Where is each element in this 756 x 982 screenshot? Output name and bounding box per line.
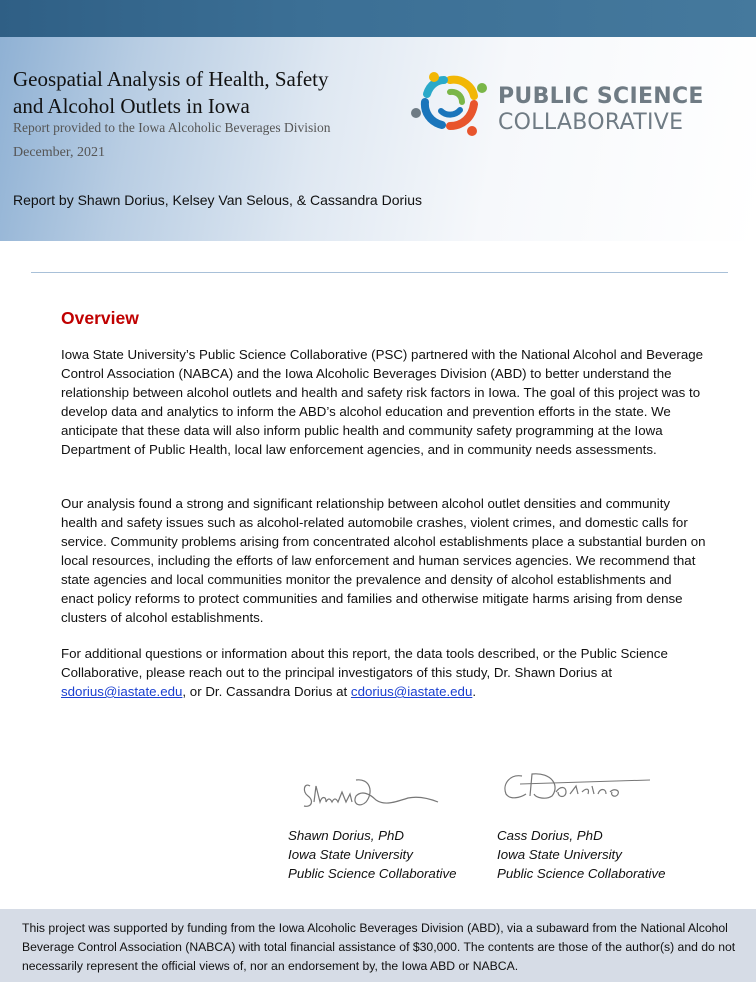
overview-paragraph-2: Our analysis found a strong and significant relationship between alcohol outlet densities and community health and safety issues such as alcohol-related automobile crashes, violent crimes, and domestic calls for service. Community problems arising from concentrated alcohol establishments place a substantial burden on local resources, including the efforts of law enforcement and human services agencies. We recommend that state agencies and local communities monitor the prevalence and density of alcohol establishments and enact policy reforms to protect communities and families and otherwise mitigate harms arising from dense clusters of alcohol establishments.	[61, 496, 706, 625]
report-subtitle: Report provided to the Iowa Alcoholic Beverages Division	[13, 120, 331, 135]
email-link-sdorius[interactable]: sdorius@iastate.edu	[61, 684, 183, 699]
report-title: Geospatial Analysis of Health, Safety and Alcohol Outlets in Iowa	[13, 67, 329, 118]
funding-footer	[0, 909, 756, 982]
overview-paragraph-3	[61, 644, 706, 701]
overview-paragraph-1: Iowa State University’s Public Science Collaborative (PSC) partnered with the National Alcohol and Beverage Control Association (NABCA) and the Iowa Alcoholic Beverages Division (ABD) to better understand the relationship between alcohol outlets and health and safety risk factors in Iowa. The goal of this project was to develop data and analytics to inform the ABD’s alcohol education and prevention efforts in the state. We anticipate that these data will also inform public health and community safety programming at the Iowa Department of Public Health, local law enforcement agencies, and in community needs assessments.	[61, 347, 704, 457]
overview-heading: Overview	[61, 308, 139, 328]
report-date: December, 2021	[13, 145, 105, 160]
public-science-collaborative-logo-icon	[410, 68, 490, 138]
signatory-org: Iowa State University	[497, 847, 622, 862]
signature-shawn-dorius	[300, 772, 445, 814]
email-link-cdorius[interactable]: cdorius@iastate.edu	[350, 684, 473, 699]
signature-block-shawn	[288, 826, 457, 883]
top-banner-bar	[0, 0, 756, 37]
report-authors: Report by Shawn Dorius, Kelsey Van Selous, & Cassandra Dorius	[13, 192, 423, 208]
divider	[31, 272, 728, 273]
contact-text-part2: , or Dr. Cassandra Dorius at	[182, 684, 351, 699]
signatory-name: Cass Dorius, PhD	[497, 828, 603, 843]
signatory-name: Shawn Dorius, PhD	[288, 828, 405, 843]
logo-text-line1: PUBLIC SCIENCE	[498, 84, 704, 109]
contact-text-part3: .	[472, 684, 477, 699]
signatory-org: Iowa State University	[288, 847, 413, 862]
logo-text-line2: COLLABORATIVE	[498, 110, 684, 135]
signature-cass-dorius	[500, 766, 660, 806]
contact-text-part1: For additional questions or information about this report, the data tools described, or the Public Science Collaborative, please reach out to the principal investigators of this study, Dr. Shawn Dorius at	[61, 646, 668, 680]
signatory-unit: Public Science Collaborative	[288, 866, 457, 881]
signatory-unit: Public Science Collaborative	[497, 866, 666, 881]
funding-statement: This project was supported by funding from the Iowa Alcoholic Beverages Division (ABD), via a subaward from the National Alcohol Beverage Control Association (NABCA) with total financial assistance of $30,000. The contents are those of the author(s) and do not necessarily represent the official views of, nor an endorsement by, the Iowa ABD or NABCA.	[22, 921, 736, 973]
signature-block-cass	[497, 826, 666, 883]
